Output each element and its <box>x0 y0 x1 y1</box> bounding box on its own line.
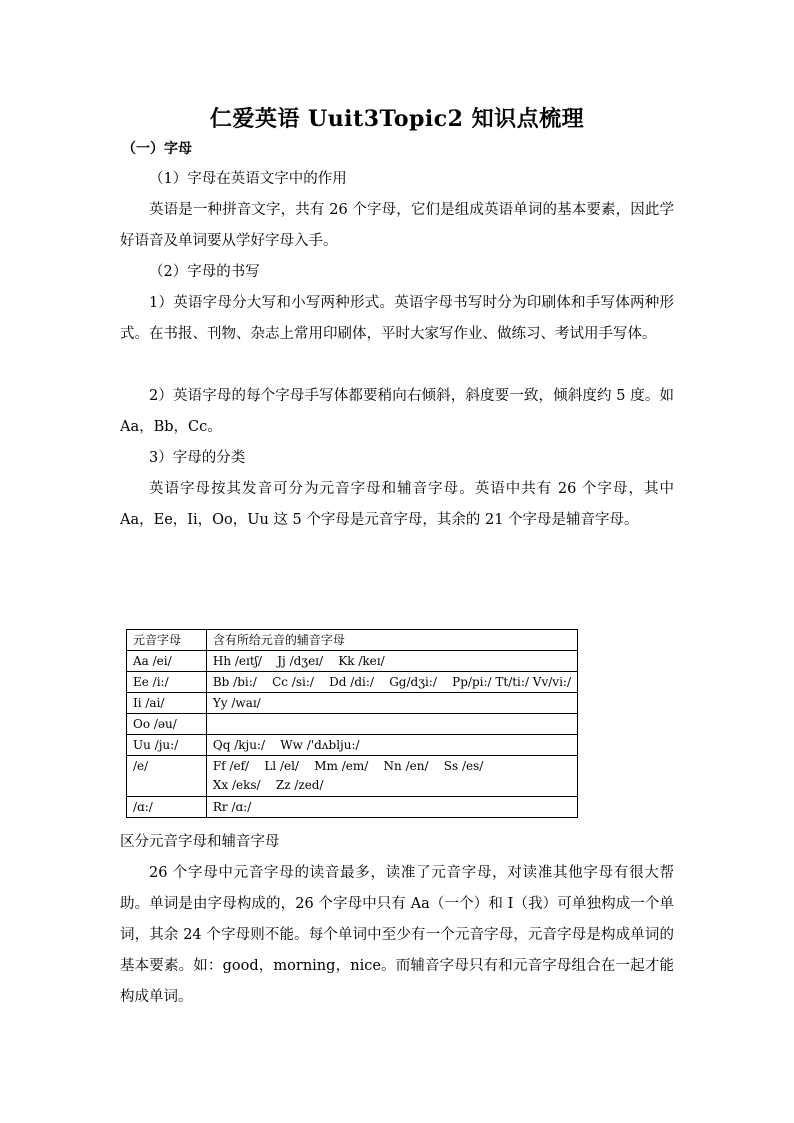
subheading-letter-classification: 3）字母的分类 <box>149 450 246 466</box>
section-heading: （一）字母 <box>122 141 192 157</box>
table-cell: Rr /ɑ:/ <box>206 797 577 818</box>
table-cell <box>206 714 577 735</box>
table-cell-multiline <box>206 756 577 797</box>
table-row <box>127 693 578 714</box>
subheading-letter-writing: （2）字母的书写 <box>149 264 260 280</box>
paragraph-classification: 英语字母按其发音可分为元音字母和辅音字母。英语中共有 26 个字母，其中 Aa，Ee，Ii，Oo，Uu 这 5 个字母是元音字母，其余的 21 个字母是辅音字母。 <box>120 481 674 528</box>
document-title: 仁爱英语 Uuit3Topic2 知识点梳理 <box>209 106 585 132</box>
table-cell: Ee /i:/ <box>127 672 207 693</box>
table-cell-line: Ff /ef/ Ll /el/ Mm /em/ Nn /en/ Ss /es/ <box>212 759 484 773</box>
table-row <box>127 672 578 693</box>
subheading-letter-role: （1）字母在英语文字中的作用 <box>149 171 347 187</box>
table-row <box>127 651 578 672</box>
table-row <box>127 797 578 818</box>
vowel-consonant-table <box>126 629 578 818</box>
paragraph-slant: 2）英语字母的每个字母手写体都要稍向右倾斜，斜度要一致，倾斜度约 5 度。如 Aa，Bb，Cc。 <box>120 388 674 435</box>
paragraph-case-forms: 1）英语字母分大写和小写两种形式。英语字母书写时分为印刷体和手写体两种形式。在书报、刊物、杂志上常用印刷体，平时大家写作业、做练习、考试用手写体。 <box>120 295 674 342</box>
table-header-cell: 含有所给元音的辅音字母 <box>206 630 577 651</box>
table-header-cell: 元音字母 <box>127 630 207 651</box>
table-row <box>127 714 578 735</box>
table-cell: Uu /ju:/ <box>127 735 207 756</box>
table-cell: /e/ <box>127 756 207 797</box>
table-row <box>127 756 578 797</box>
table-cell: Hh /eɪtʃ/ Jj /dʒeɪ/ Kk /keɪ/ <box>206 651 577 672</box>
table-cell: Yy /waɪ/ <box>206 693 577 714</box>
table-cell: /ɑ:/ <box>127 797 207 818</box>
table-cell: Oo /əu/ <box>127 714 207 735</box>
table-cell: Aa /ei/ <box>127 651 207 672</box>
table-cell: Bb /bi:/ Cc /si:/ Dd /di:/ Gg/dʒi:/ Pp/pi:/ Tt/ti:/ Vv/vi:/ <box>206 672 577 693</box>
table-cell: Ii /ai/ <box>127 693 207 714</box>
table-cell-line: Xx /eks/ Zz /zed/ <box>212 778 324 792</box>
paragraph-intro: 英语是一种拼音文字，共有 26 个字母，它们是组成英语单词的基本要素，因此学好语音及单词要从学好字母入手。 <box>120 202 674 249</box>
table-row <box>127 735 578 756</box>
table-cell: Qq /kju:/ Ww /'dʌblju:/ <box>206 735 577 756</box>
paragraph-vowel-importance: 26 个字母中元音字母的读音最多，读准了元音字母，对读准其他字母有很大帮助。单词是由字母构成的，26 个字母中只有 Aa（一个）和 I（我）可单独构成一个单词，其余 24 个字母则不能。每个单词中至少有一个元音字母，元音字母是构成单词的基本要素。如：good，morning，nice。而辅音字母只有和元音字母组合在一起才能构成单词。 <box>120 865 674 1005</box>
heading-vowel-vs-consonant: 区分元音字母和辅音字母 <box>120 834 280 850</box>
table-header-row <box>127 630 578 651</box>
